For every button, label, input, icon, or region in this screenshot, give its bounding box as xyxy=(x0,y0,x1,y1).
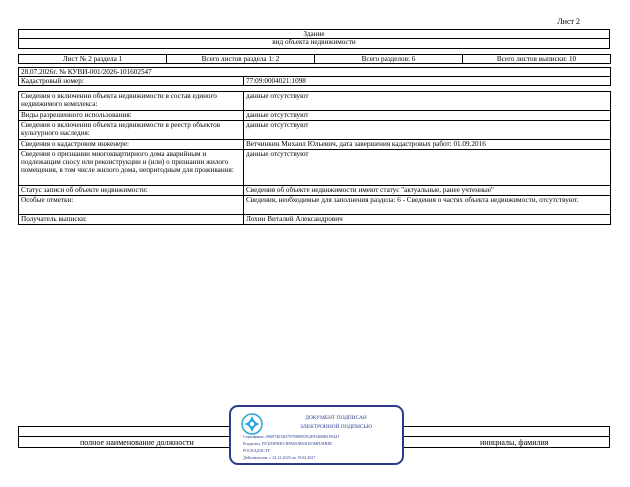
detail-label: Статус записи об объекте недвижимости: xyxy=(19,186,244,196)
detail-label: Виды разрешенного использования: xyxy=(19,111,244,121)
stamp-line-1: ДОКУМЕНТ ПОДПИСАН xyxy=(305,415,367,421)
cadastral-label: Кадастровый номер: xyxy=(19,77,244,86)
date-number: 28.07.2026г. № КУВИ-001/2026-101602547 xyxy=(19,68,611,77)
electronic-signature-stamp xyxy=(229,405,404,465)
detail-value: Лохин Виталий Александрович xyxy=(244,215,611,225)
detail-value: Сведения об объекте недвижимости имеют статус "актуальные, ранее учтенные" xyxy=(244,186,611,196)
stamp-certificate: Сертификат: 00697401B47979B0855E2F034B0B1F8441 xyxy=(243,434,340,439)
detail-label: Особые отметки: xyxy=(19,196,244,215)
signature-left-edge xyxy=(18,426,19,448)
total-sheets-section: Всего листов раздела 1: 2 xyxy=(167,55,315,64)
stamp-validity: Действителен: с 24.12.2025 по 19.03.2027 xyxy=(243,455,316,460)
stamp-line-2: ЭЛЕКТРОННОЙ ПОДПИСЬЮ xyxy=(299,424,373,430)
sheet-section: Лист № 2 раздела 1 xyxy=(19,55,167,64)
cadastral-value: 77:09:0004021:1098 xyxy=(244,77,611,86)
detail-value: Сведения, необходимые для заполнения раздела: 6 - Сведения о частях объекта недвижимости, отсутствуют. xyxy=(244,196,611,215)
sheet-info-table xyxy=(18,54,611,64)
detail-label: Сведения о включении объекта недвижимости в состав единого недвижимого комплекса: xyxy=(19,92,244,111)
stamp-owner-name: РОСКАДАСТР xyxy=(243,448,270,453)
detail-value: данные отсутствуют xyxy=(244,150,611,186)
object-kind: вид объекта недвижимости xyxy=(272,38,356,46)
total-sections: Всего разделов: 6 xyxy=(315,55,463,64)
detail-row xyxy=(19,140,611,150)
detail-value: данные отсутствуют xyxy=(244,92,611,111)
document-number-table xyxy=(18,67,611,86)
registry-logo-icon xyxy=(241,413,263,435)
detail-row xyxy=(19,111,611,121)
detail-label: Сведения о кадастровом инженере: xyxy=(19,140,244,150)
stamp-owner: Владелец: ПУБЛИЧНО-ПРАВОВАЯ КОМПАНИЯ xyxy=(243,441,332,446)
detail-value: данные отсутствуют xyxy=(244,121,611,140)
detail-label: Получатель выписки: xyxy=(19,215,244,225)
detail-value: Ветчинкин Михаил Юльевич, дата завершения кадастровых работ: 01.09.2016 xyxy=(244,140,611,150)
detail-label: Сведения о включении объекта недвижимости в реестр объектов культурного наследия: xyxy=(19,121,244,140)
signature-right-edge xyxy=(609,426,610,448)
name-caption: инициалы, фамилия xyxy=(480,438,549,447)
detail-row xyxy=(19,121,611,140)
total-sheets-extract: Всего листов выписки: 10 xyxy=(463,55,611,64)
detail-row xyxy=(19,150,611,186)
sheet-number: Лист 2 xyxy=(557,17,580,26)
detail-row xyxy=(19,186,611,196)
position-caption: полное наименование должности xyxy=(80,438,194,447)
subtitle-box xyxy=(18,38,610,49)
object-title: Здание xyxy=(303,30,325,38)
detail-row xyxy=(19,92,611,111)
object-details-table xyxy=(18,91,611,225)
detail-value: данные отсутствуют xyxy=(244,111,611,121)
detail-label: Сведения о признании многоквартирного дома аварийным и подлежащим сносу или реконструкции и (или) о признании жилого помещения, в том числе жилого дома, непригодным для проживания: xyxy=(19,150,244,186)
detail-row xyxy=(19,215,611,225)
detail-row xyxy=(19,196,611,215)
